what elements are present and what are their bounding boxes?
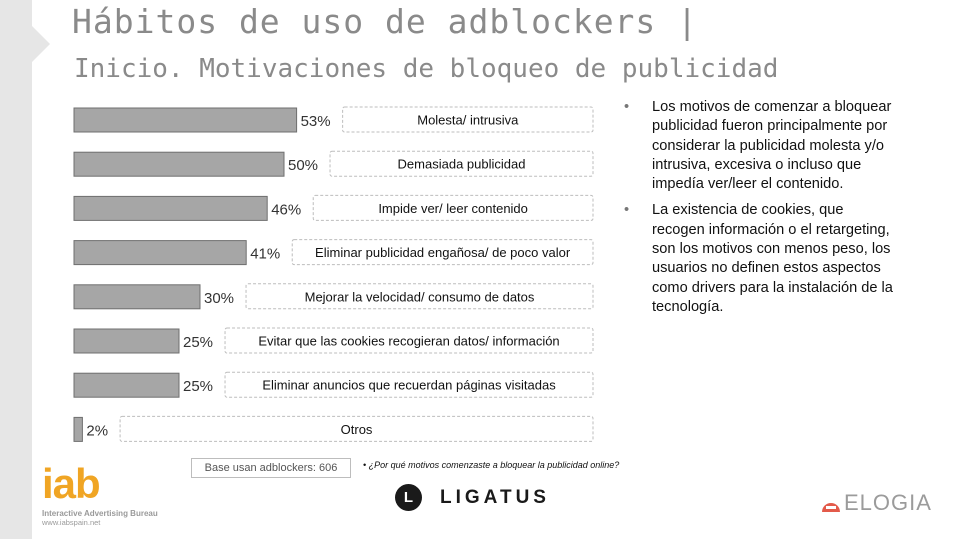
iab-logo (42, 462, 158, 527)
ligatus-logo-word: LIGATUS (440, 486, 550, 508)
bar-value-label: 41% (250, 245, 281, 263)
bar-value-label: 46% (271, 201, 302, 219)
bar (74, 152, 284, 176)
bar (74, 329, 179, 353)
bar (74, 373, 179, 397)
survey-question: • ¿Por qué motivos comenzaste a bloquear la publicidad online? (363, 460, 620, 470)
bar-value-label: 30% (204, 289, 235, 307)
bar (74, 417, 82, 441)
category-label: Impide ver/ leer contenido (378, 200, 528, 216)
bar (74, 285, 200, 309)
elogia-logo-word: ELOGIA (844, 490, 932, 515)
category-label: Evitar que las cookies recogieran datos/ información (258, 333, 560, 349)
base-sample-box: Base usan adblockers: 606 (191, 458, 351, 478)
category-label: Otros (340, 421, 373, 437)
insight-bullet: • Los motivos de comenzar a bloquear publicidad fueron principalmente por considerar la publicidad molesta y/o intrusiva, excesiva o incluso que impedía ver/leer el contenido. (624, 98, 894, 194)
bar-value-label: 25% (183, 378, 214, 396)
elogia-mark-icon (820, 492, 842, 514)
bar (74, 196, 267, 220)
bar (74, 241, 246, 265)
iab-url: www.iabspain.net (42, 518, 101, 527)
page-title: Hábitos de uso de adblockers | (72, 2, 699, 41)
iab-tagline: Interactive Advertising Bureau (42, 509, 158, 518)
bar-value-label: 50% (288, 157, 319, 175)
insights-list (624, 98, 894, 324)
iab-logo-word: iab (42, 460, 100, 507)
elogia-logo (820, 490, 932, 516)
bar-value-label: 2% (86, 422, 109, 440)
bar (74, 108, 297, 132)
bar-value-label: 53% (300, 113, 331, 130)
ligatus-logo-mark: L (395, 484, 422, 511)
category-label: Mejorar la velocidad/ consumo de datos (304, 289, 535, 305)
insight-bullet: • La existencia de cookies, que recogen información o el retargeting, son los motivos con menos peso, los usuarios no definen estos aspectos como drivers para la instalación de la tecnología. (624, 201, 894, 317)
category-label: Eliminar publicidad engañosa/ de poco valor (315, 245, 571, 261)
page-subtitle: Inicio. Motivaciones de bloqueo de publicidad (74, 54, 779, 84)
bar-value-label: 25% (183, 334, 214, 351)
category-label: Demasiada publicidad (397, 156, 526, 172)
category-label: Eliminar anuncios que recuerdan páginas visitadas (262, 377, 556, 393)
category-label: Molesta/ intrusiva (417, 112, 519, 128)
ligatus-logo (395, 484, 550, 511)
